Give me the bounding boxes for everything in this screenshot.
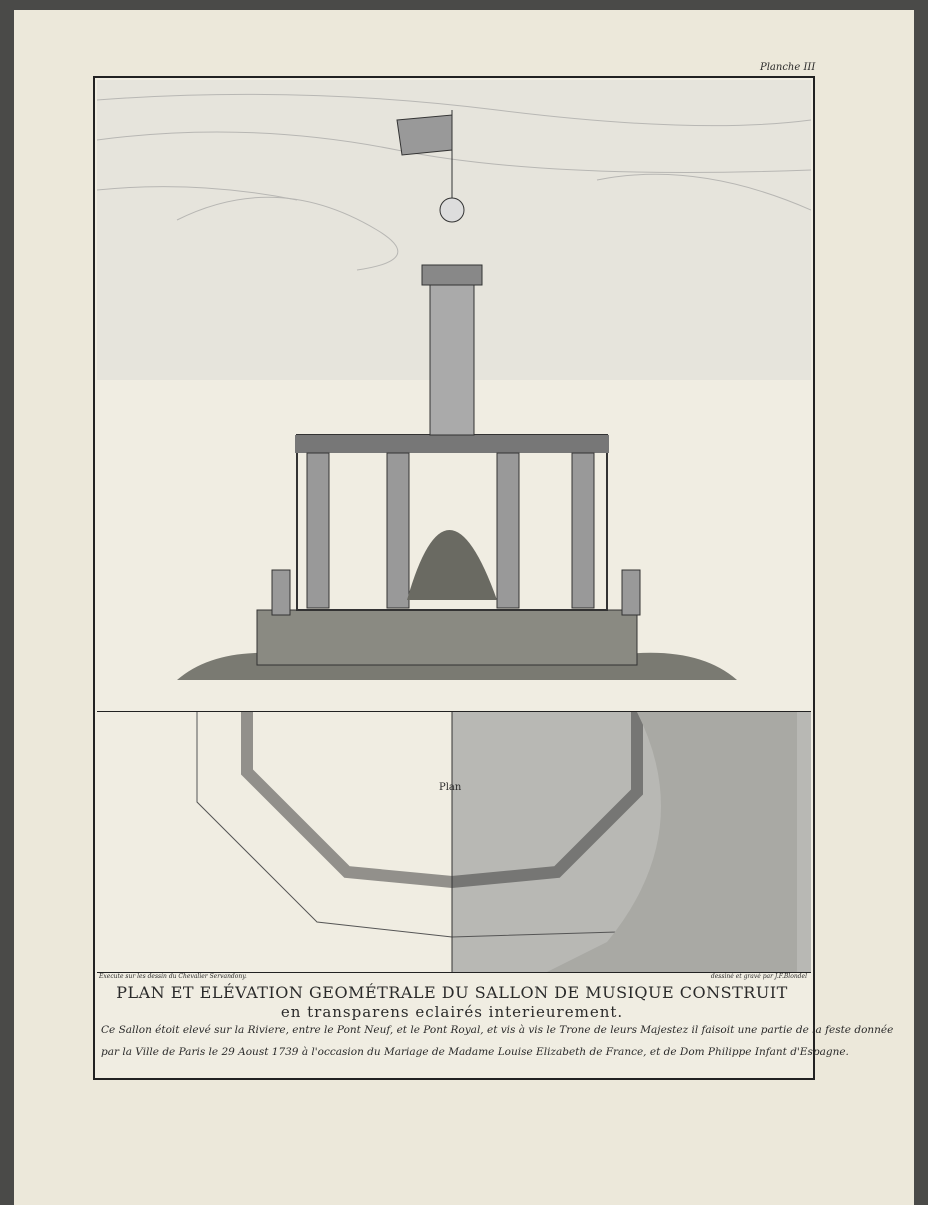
credit-left: Execute sur les dessin du Chevalier Servandony. <box>99 973 247 980</box>
caption-line-1: Ce Sallon étoit elevé sur la Riviere, entre le Pont Neuf, et le Pont Royal, et vis à vis le Trone de leurs Majestez il faisoit une partie de la feste donnée <box>101 1024 894 1036</box>
plate-number: Planche III <box>760 62 816 73</box>
credit-right: dessiné et gravé par J.F.Blondel <box>710 973 807 980</box>
plan-label: Plan <box>439 782 462 793</box>
elevation-engraving <box>97 80 811 704</box>
plate-subtitle: en transparens eclairés interieurement. <box>280 1003 624 1021</box>
caption-line-2: par la Ville de Paris le 29 Aoust 1739 à l'occasion du Mariage de Madame Louise Elizabeth de France, et de Dom Philippe Infant d'Espagne. <box>101 1046 849 1058</box>
plan-engraving <box>97 711 811 973</box>
engraving-plate <box>93 76 894 1080</box>
plate-title: PLAN ET ELÉVATION GEOMÉTRALE DU SALLON DE MUSIQUE CONSTRUIT <box>116 983 788 1002</box>
